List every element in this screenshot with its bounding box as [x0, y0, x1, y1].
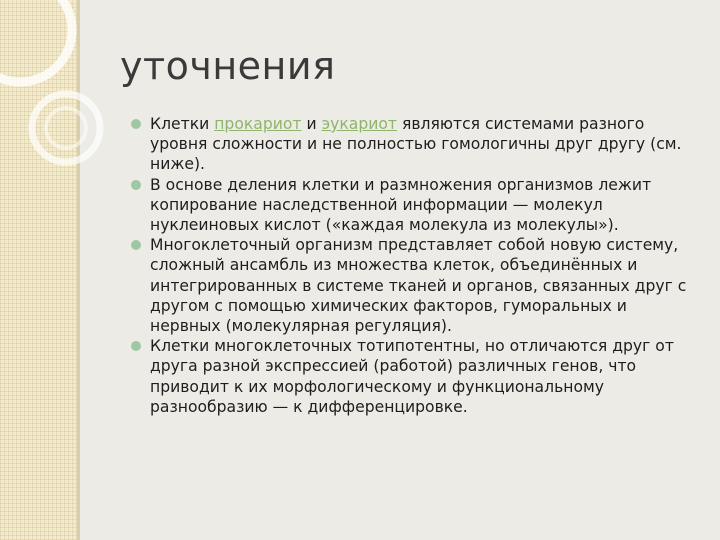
term-link-eukaryote[interactable]: эукариот: [321, 115, 397, 133]
bullet-list: [130, 114, 700, 417]
term-link-prokaryote[interactable]: прокариот: [214, 115, 302, 133]
bullet-text: В основе деления клетки и размножения организмов лежит копирование наследственной информации — молекул нуклеиновых кислот («каждая молекула из молекулы»).: [150, 175, 652, 235]
slide-title: уточнения: [120, 44, 336, 88]
bullet-dot-icon: [131, 240, 141, 250]
bullet-item: [130, 175, 700, 236]
bullet-text: Клетки многоклеточных тотипотентны, но отличаются друг от друга разной экспрессией (работой) различных генов, что приводит к их морфологическому и функциональному разнообразию — к дифференцировке.: [150, 337, 674, 416]
bullet-item: Клетки прокариот и эукариот являются системами разного уровня сложности и не полностью гомологичны друг другу (см. ниже).: [130, 114, 700, 175]
bullet-text: Многоклеточный организм представляет собой новую систему, сложный ансамбль из множества клеток, объединённых и интегрированных в системе тканей и органов, связанных друг с другом с помощью химических факторов, гуморальных и нервных (молекулярная регуляция).: [150, 236, 687, 336]
sidebar-divider: [77, 0, 80, 540]
decorative-sidebar: [0, 0, 77, 540]
bullet-dot-icon: [131, 341, 141, 351]
bullet-dot-icon: [131, 119, 141, 129]
bullet-item: [130, 235, 700, 336]
bullet-dot-icon: [131, 180, 141, 190]
bullet-item: [130, 336, 700, 417]
